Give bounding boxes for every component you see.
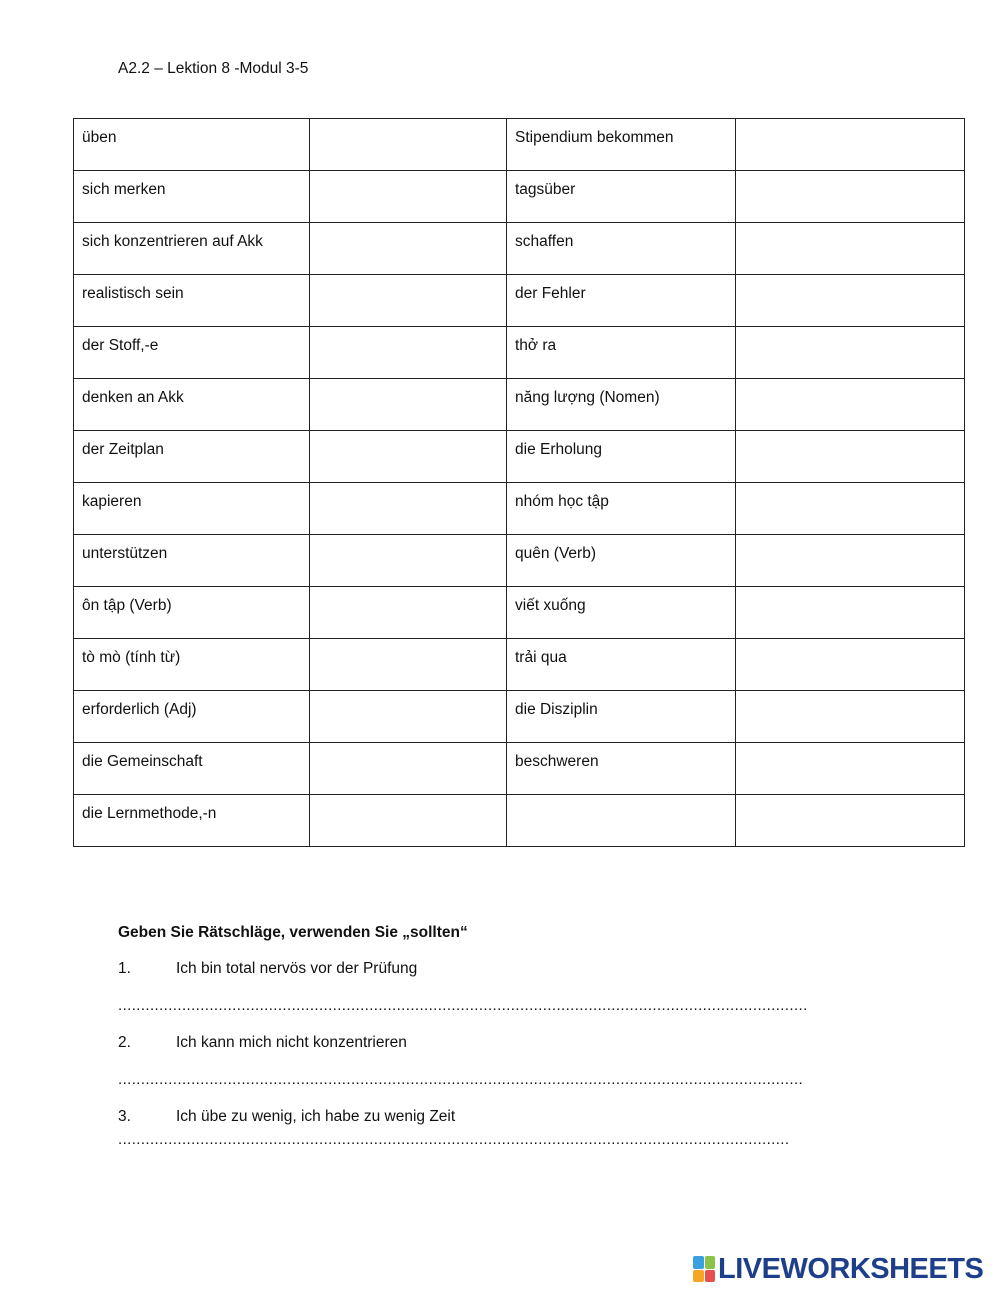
answer-cell <box>310 327 507 379</box>
table-row <box>74 223 965 275</box>
term-cell: kapieren <box>74 483 310 535</box>
answer-input[interactable] <box>310 223 506 274</box>
question-number: 3. <box>118 1108 131 1125</box>
question-2 <box>118 1034 407 1052</box>
question-1 <box>118 960 417 978</box>
answer-input[interactable] <box>310 379 506 430</box>
answer-cell <box>736 795 965 847</box>
answer-input[interactable] <box>310 587 506 638</box>
term-cell: schaffen <box>507 223 736 275</box>
answer-line-2 <box>118 1071 803 1088</box>
worksheet-title: A2.2 – Lektion 8 -Modul 3-5 <box>118 60 309 77</box>
answer-cell <box>736 275 965 327</box>
answer-input-3[interactable] <box>118 1131 789 1148</box>
answer-cell <box>310 119 507 171</box>
term-cell: trải qua <box>507 639 736 691</box>
question-text: Ich bin total nervös vor der Prüfung <box>176 960 418 977</box>
table-row <box>74 743 965 795</box>
answer-cell <box>736 379 965 431</box>
answer-input[interactable] <box>310 431 506 482</box>
answer-input[interactable] <box>736 795 964 846</box>
question-number: 2. <box>118 1034 131 1051</box>
answer-input[interactable] <box>310 535 506 586</box>
term-cell: quên (Verb) <box>507 535 736 587</box>
answer-cell <box>310 379 507 431</box>
answer-cell <box>310 535 507 587</box>
answer-input[interactable] <box>310 483 506 534</box>
answer-input[interactable] <box>736 275 964 326</box>
term-cell: üben <box>74 119 310 171</box>
question-text: Ich übe zu wenig, ich habe zu wenig Zeit <box>176 1108 456 1125</box>
answer-input-1[interactable] <box>118 997 808 1014</box>
answer-cell <box>736 639 965 691</box>
answer-input[interactable] <box>736 431 964 482</box>
term-cell: realistisch sein <box>74 275 310 327</box>
answer-input[interactable] <box>736 587 964 638</box>
answer-input[interactable] <box>310 275 506 326</box>
table-row <box>74 379 965 431</box>
answer-input[interactable] <box>310 795 506 846</box>
term-cell: die Gemeinschaft <box>74 743 310 795</box>
logo-text: LIVEWORKSHEETS <box>718 1253 984 1285</box>
answer-cell <box>736 691 965 743</box>
vocabulary-table <box>73 118 965 847</box>
answer-cell <box>736 223 965 275</box>
term-cell: sich merken <box>74 171 310 223</box>
table-row <box>74 535 965 587</box>
table-row <box>74 119 965 171</box>
answer-input[interactable] <box>736 535 964 586</box>
term-cell: die Erholung <box>507 431 736 483</box>
answer-input[interactable] <box>736 327 964 378</box>
answer-input[interactable] <box>310 743 506 794</box>
term-cell: viết xuống <box>507 587 736 639</box>
answer-input[interactable] <box>310 119 506 170</box>
answer-input[interactable] <box>736 171 964 222</box>
answer-input[interactable] <box>310 691 506 742</box>
answer-cell <box>310 223 507 275</box>
task-title: Geben Sie Rätschläge, verwenden Sie „sollten“ <box>118 924 468 941</box>
term-cell: tò mò (tính từ) <box>74 639 310 691</box>
term-cell: der Fehler <box>507 275 736 327</box>
answer-input[interactable] <box>736 743 964 794</box>
term-cell: die Lernmethode,-n <box>74 795 310 847</box>
answer-cell <box>310 275 507 327</box>
live-icon <box>693 1256 715 1282</box>
term-cell <box>507 795 736 847</box>
answer-cell <box>310 639 507 691</box>
dotted-line: ................................................................................................................................................... <box>118 1131 790 1148</box>
term-cell: ôn tập (Verb) <box>74 587 310 639</box>
term-cell: unterstützen <box>74 535 310 587</box>
term-cell: denken an Akk <box>74 379 310 431</box>
answer-cell <box>310 171 507 223</box>
answer-cell <box>736 171 965 223</box>
question-3 <box>118 1108 455 1126</box>
answer-input[interactable] <box>310 327 506 378</box>
answer-cell <box>310 483 507 535</box>
term-cell: thở ra <box>507 327 736 379</box>
table-row <box>74 691 965 743</box>
dotted-line: ....................................................................................................................................................... <box>118 997 808 1014</box>
term-cell: erforderlich (Adj) <box>74 691 310 743</box>
answer-input[interactable] <box>736 639 964 690</box>
term-cell: der Stoff,-e <box>74 327 310 379</box>
answer-cell <box>310 691 507 743</box>
answer-cell <box>736 483 965 535</box>
term-cell: nhóm học tập <box>507 483 736 535</box>
answer-cell <box>736 743 965 795</box>
table-row <box>74 587 965 639</box>
answer-input[interactable] <box>310 639 506 690</box>
answer-input-2[interactable] <box>118 1071 803 1088</box>
term-cell: der Zeitplan <box>74 431 310 483</box>
answer-input[interactable] <box>310 171 506 222</box>
answer-cell <box>310 431 507 483</box>
term-cell: Stipendium bekommen <box>507 119 736 171</box>
term-cell: năng lượng (Nomen) <box>507 379 736 431</box>
term-cell: tagsüber <box>507 171 736 223</box>
term-cell: beschweren <box>507 743 736 795</box>
dotted-line: ...................................................................................................................................................... <box>118 1071 804 1088</box>
table-row <box>74 431 965 483</box>
answer-input[interactable] <box>736 483 964 534</box>
table-row <box>74 171 965 223</box>
answer-cell <box>736 587 965 639</box>
term-cell: die Disziplin <box>507 691 736 743</box>
table-row <box>74 639 965 691</box>
table-row <box>74 483 965 535</box>
question-text: Ich kann mich nicht konzentrieren <box>176 1034 407 1051</box>
answer-input[interactable] <box>736 223 964 274</box>
answer-cell <box>310 587 507 639</box>
answer-input[interactable] <box>736 691 964 742</box>
answer-cell <box>736 535 965 587</box>
table-row <box>74 327 965 379</box>
answer-line-3 <box>118 1131 789 1148</box>
question-number: 1. <box>118 960 131 977</box>
answer-input[interactable] <box>736 379 964 430</box>
answer-cell <box>736 431 965 483</box>
liveworksheets-logo[interactable] <box>693 1255 983 1283</box>
answer-cell <box>310 795 507 847</box>
table-row <box>74 275 965 327</box>
answer-cell <box>736 119 965 171</box>
answer-line-1 <box>118 997 808 1014</box>
answer-cell <box>310 743 507 795</box>
answer-cell <box>736 327 965 379</box>
term-cell: sich konzentrieren auf Akk <box>74 223 310 275</box>
table-row <box>74 795 965 847</box>
answer-input[interactable] <box>736 119 964 170</box>
